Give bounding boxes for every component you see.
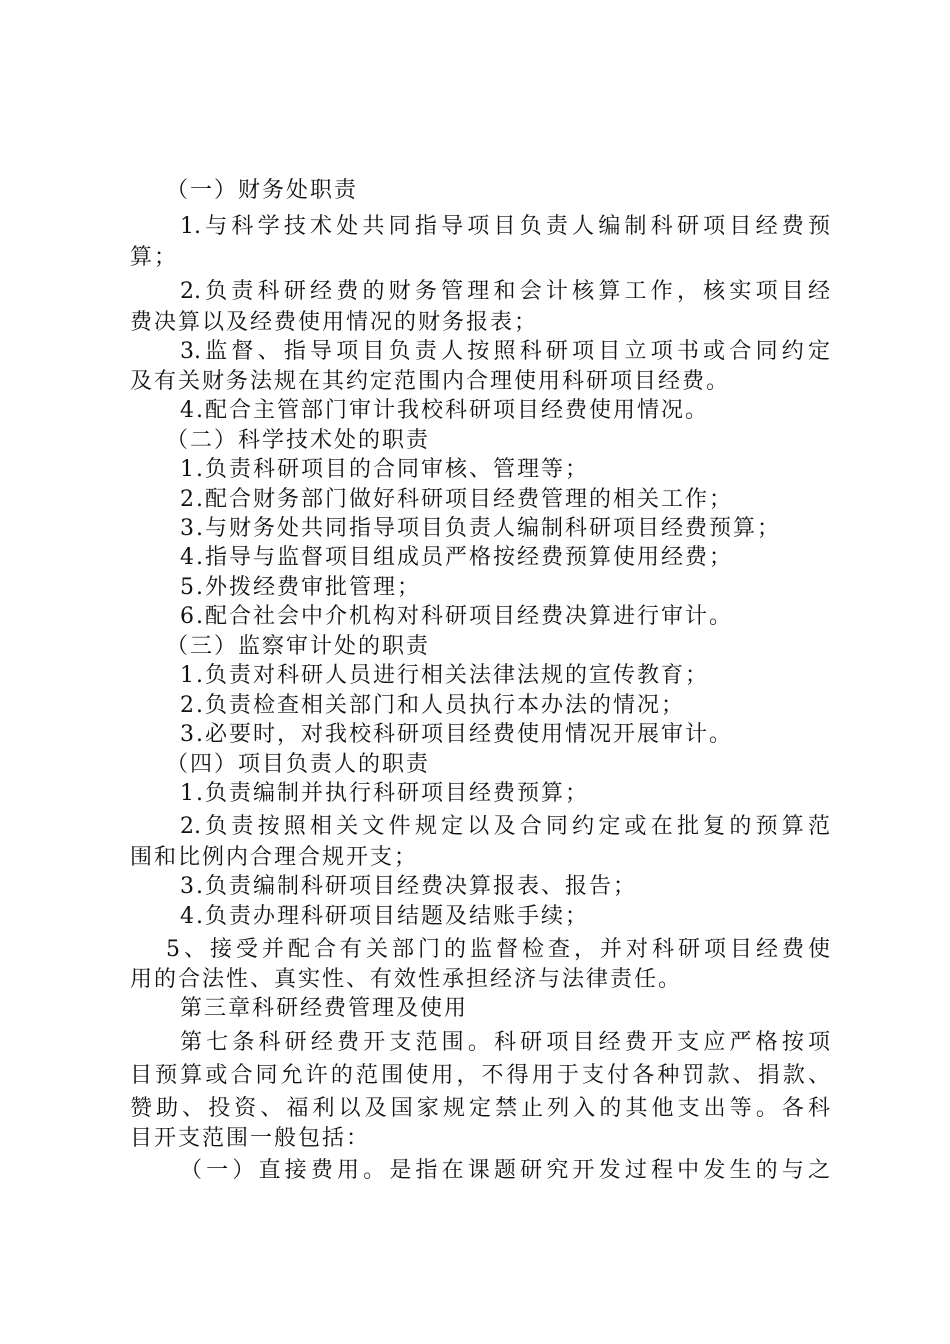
heading-sci-tech-office: （二）科学技术处的职责 (166, 428, 431, 453)
paragraph-line: 3.必要时，对我校科研项目经费使用情况开展审计。 (180, 722, 733, 747)
paragraph-line: 目开支范围一般包括： (130, 1126, 371, 1151)
paragraph-line: （一）直接费用。是指在课题研究开发过程中发生的与之 (180, 1158, 830, 1183)
paragraph-line: 赞助、投资、福利以及国家规定禁止列入的其他支出等。各科 (130, 1096, 830, 1121)
paragraph-line: 目预算或合同允许的范围使用，不得用于支付各种罚款、捐款、 (130, 1063, 830, 1088)
paragraph-line: 4.指导与监督项目组成员严格按经费预算使用经费； (180, 545, 733, 570)
paragraph-line: 2.负责检查相关部门和人员执行本办法的情况； (180, 693, 685, 718)
chapter-heading: 第三章科研经费管理及使用 (180, 996, 469, 1021)
paragraph-line: 1.负责编制并执行科研项目经费预算； (180, 781, 589, 806)
paragraph-line: 1.与科学技术处共同指导项目负责人编制科研项目经费预 (180, 214, 830, 239)
paragraph-line: 5.外拨经费审批管理； (180, 575, 421, 600)
paragraph-line: 3.监督、指导项目负责人按照科研项目立项书或合同约定 (180, 339, 830, 364)
paragraph-line: 费决算以及经费使用情况的财务报表； (130, 310, 539, 335)
paragraph-line: 2.负责按照相关文件规定以及合同约定或在批复的预算范 (180, 814, 830, 839)
paragraph-line: 1.负责对科研人员进行相关法律法规的宣传教育； (180, 663, 709, 688)
paragraph-line: 用的合法性、真实性、有效性承担经济与法律责任。 (130, 967, 683, 992)
paragraph-line: 3.负责编制科研项目经费决算报表、报告； (180, 874, 637, 899)
paragraph-line: 围和比例内合理合规开支； (130, 845, 419, 870)
paragraph-line: 5、接受并配合有关部门的监督检查，并对科研项目经费使 (166, 937, 830, 962)
paragraph-line: 2.配合财务部门做好科研项目经费管理的相关工作； (180, 487, 733, 512)
paragraph-line: 及有关财务法规在其约定范围内合理使用科研项目经费。 (130, 369, 731, 394)
paragraph-line: 算； (130, 245, 179, 270)
heading-project-leader: （四）项目负责人的职责 (166, 752, 431, 777)
paragraph-line: 3.与财务处共同指导项目负责人编制科研项目经费预算； (180, 516, 781, 541)
paragraph-line: 4.负责办理科研项目结题及结账手续； (180, 904, 589, 929)
paragraph-line: 第七条科研经费开支范围。科研项目经费开支应严格按项 (180, 1030, 830, 1055)
paragraph-line: 1.负责科研项目的合同审核、管理等； (180, 457, 589, 482)
paragraph-line: 2.负责科研经费的财务管理和会计核算工作，核实项目经 (180, 279, 830, 304)
heading-finance-office: （一）财务处职责 (166, 178, 359, 203)
heading-audit-office: （三）监察审计处的职责 (166, 634, 431, 659)
paragraph-line: 6.配合社会中介机构对科研项目经费决算进行审计。 (180, 604, 733, 629)
paragraph-line: 4.配合主管部门审计我校科研项目经费使用情况。 (180, 398, 709, 423)
